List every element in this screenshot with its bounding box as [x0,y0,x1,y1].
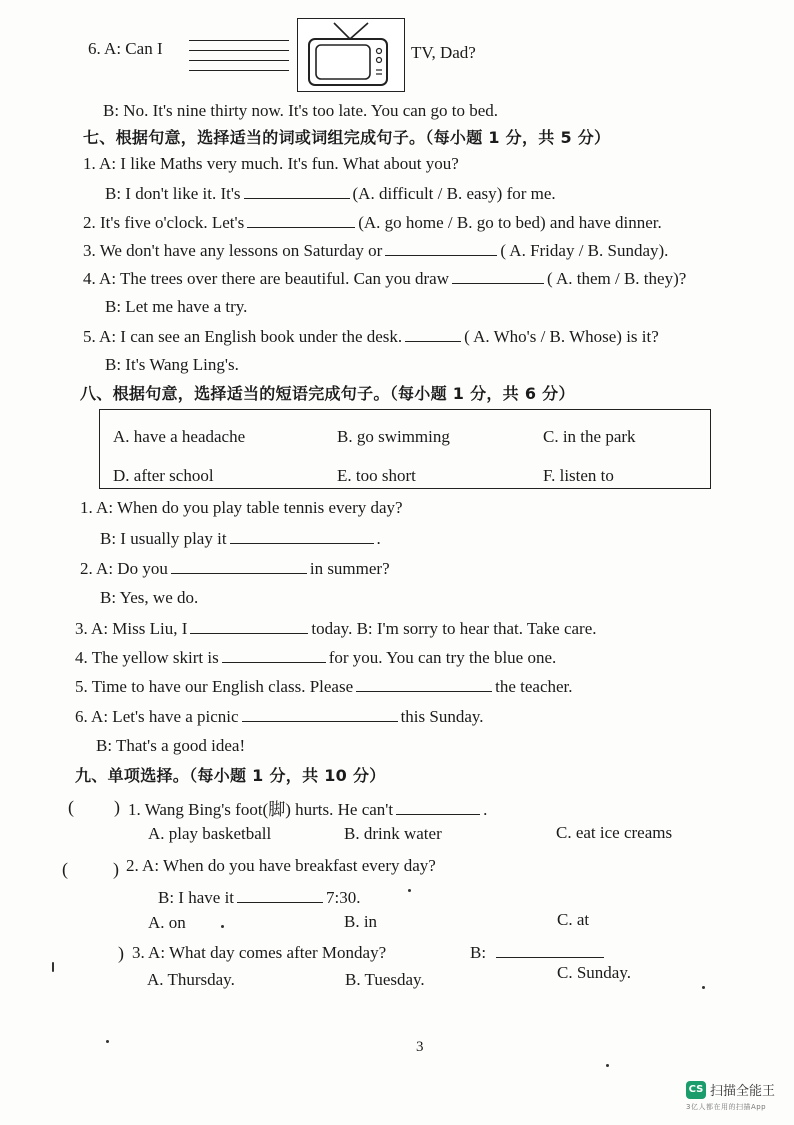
phrase-option-b: B. go swimming [337,427,450,446]
s7-q5-b: B: It's Wang Ling's. [105,355,239,374]
s7-q1-a: 1. A: I like Maths very much. It's fun. What about you? [83,154,459,173]
scan-speck [106,1040,109,1043]
scan-speck [221,925,224,928]
tv-picture [297,18,405,92]
s7-q5-post: ( A. Who's / B. Whose) is it? [464,327,659,346]
phrase-option-d: D. after school [113,466,214,485]
s9-q3-option-b: B. Tuesday. [345,970,425,989]
answer-paren-open: ( [62,859,68,879]
answer-blank[interactable] [171,557,307,574]
s7-q3-pre: 3. We don't have any lessons on Saturday or [83,241,383,260]
s7-q5-pre: 5. A: I can see an English book under the desk. [83,327,403,346]
s9-q2-option-a: A. on [148,913,186,932]
s7-q3-post: ( A. Friday / B. Sunday). [500,241,669,260]
s9-q2-stem: 2. A: When do you have breakfast every day? [126,856,436,875]
s9-q2-b-pre: B: I have it [158,888,235,907]
answer-blank[interactable] [452,267,544,284]
s8-q2-a-pre: 2. A: Do you [80,559,168,578]
s8-q1-a: 1. A: When do you play table tennis every day? [80,498,403,517]
s8-q2-a-post: in summer? [309,559,390,578]
answer-blank[interactable] [396,798,480,815]
s9-q1-stem-post: . [483,800,488,819]
answer-blank[interactable] [190,617,308,634]
s8-q1-b-pre: B: I usually play it [100,529,227,548]
answer-blank[interactable] [405,325,461,342]
s8-q3-pre: 3. A: Miss Liu, I [75,619,188,638]
s9-q3-option-c: C. Sunday. [557,963,631,982]
s7-q4-pre: 4. A: The trees over there are beautiful. Can you draw [83,269,449,288]
s8-q3-post: today. B: I'm sorry to hear that. Take care. [311,619,597,638]
s9-q1-stem [128,798,487,821]
s9-q2-option-b: B. in [344,912,378,931]
answer-blank[interactable] [496,941,604,958]
s8-q1-b-post: . [376,529,381,548]
s7-q4-post: ( A. them / B. they)? [547,269,687,288]
answer-blank[interactable] [237,886,323,903]
phrase-option-e: E. too short [337,466,416,485]
answer-blank[interactable] [247,211,355,228]
s8-q6-a-post: this Sunday. [400,707,484,726]
answer-blank[interactable] [242,705,398,722]
s9-q2-option-c: C. at [557,910,590,929]
s8-q5-post: the teacher. [495,677,573,696]
s9-q3-b-line [470,941,607,964]
s8-q2-b: B: Yes, we do. [100,588,199,607]
answer-blank[interactable] [222,646,326,663]
page-number: 3 [416,1039,424,1055]
s9-q1-stem-pre: 1. Wang Bing's foot(脚) hurts. He can't [128,800,394,819]
camscanner-logo-icon: CS [686,1081,706,1099]
q6-top-b: B: No. It's nine thirty now. It's too late. You can go to bed. [103,101,499,120]
s7-q4 [83,267,686,290]
s9-q3-b-label: B: [470,943,487,962]
s8-q4-post: for you. You can try the blue one. [328,648,557,667]
s7-q4-b: B: Let me have a try. [105,297,248,316]
section8-title: 八、根据句意，选择适当的短语完成句子。（每小题 1 分，共 6 分） [80,384,575,403]
answer-blank[interactable] [230,527,374,544]
writing-line [189,40,289,41]
phrase-option-a: A. have a headache [113,427,246,446]
s9-q1-option-b: B. drink water [344,824,442,843]
answer-blank[interactable] [356,675,492,692]
writing-line [189,50,289,51]
writing-line [189,60,289,61]
scan-speck [702,986,705,989]
scan-speck [52,962,54,972]
s8-q4-pre: 4. The yellow skirt is [75,648,219,667]
answer-paren-close: ) [118,943,124,963]
answer-paren-close: ) [113,859,119,879]
s9-q2-b-line [158,886,361,909]
footer-app-name: 扫描全能王 [710,1084,776,1099]
s9-q1-option-a: A. play basketball [148,824,272,843]
s7-q1-b-pre: B: I don't like it. It's [105,184,241,203]
s7-q2-pre: 2. It's five o'clock. Let's [83,213,245,232]
tv-icon [298,19,403,90]
s8-q2-a [80,557,390,580]
scan-speck [606,1064,609,1067]
s7-q1-b [105,182,556,205]
answer-blank[interactable] [244,182,350,199]
answer-paren-close: ) [114,797,120,817]
answer-blank[interactable] [385,239,497,256]
footer-tagline: 3亿人都在用的扫描App [686,1103,767,1111]
phrase-option-f: F. listen to [543,466,614,485]
s7-q2-post: (A. go home / B. go to bed) and have dinner. [358,213,662,232]
s8-q5-pre: 5. Time to have our English class. Please [75,677,354,696]
s8-q5 [75,675,573,698]
section9-title: 九、单项选择。（每小题 1 分，共 10 分） [75,766,386,785]
s7-q1-b-post: (A. difficult / B. easy) for me. [352,184,556,203]
s8-q6-a-pre: 6. A: Let's have a picnic [75,707,239,726]
s8-q4 [75,646,556,669]
section7-title: 七、根据句意，选择适当的词或词组完成句子。（每小题 1 分，共 5 分） [83,128,611,147]
phrase-option-c: C. in the park [543,427,636,446]
q6-top-a-pre: 6. A: Can I [88,39,163,58]
s9-q3-option-a: A. Thursday. [147,970,235,989]
scan-speck [408,889,411,892]
s7-q5 [83,325,659,348]
s8-q3 [75,617,597,640]
s7-q2 [83,211,662,234]
s9-q1-option-c: C. eat ice creams [556,823,673,842]
s9-q3-stem: 3. A: What day comes after Monday? [132,943,387,962]
s8-q6-a [75,705,484,728]
s9-q2-b-post: 7:30. [326,888,361,907]
answer-paren-open: ( [68,797,74,817]
s8-q1-b [100,527,381,550]
q6-top-a-post: TV, Dad? [411,43,476,62]
s8-q6-b: B: That's a good idea! [96,736,246,755]
s7-q3 [83,239,668,262]
writing-line [189,70,289,71]
